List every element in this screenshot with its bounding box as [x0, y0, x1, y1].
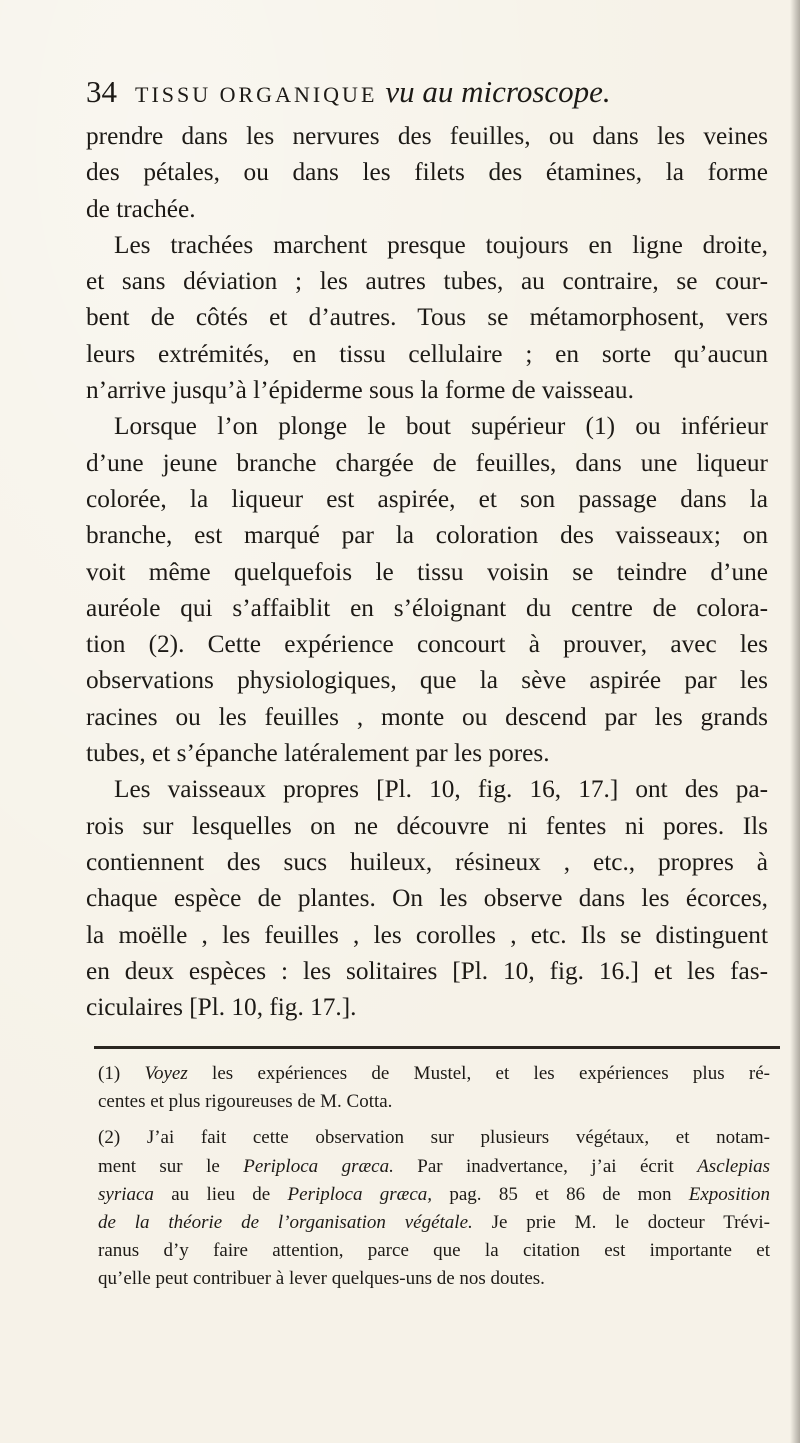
text-line: branche, est marqué par la coloration des vaisseaux; on — [86, 521, 768, 550]
footnote-2-text: Par inadvertance, j’ai écrit — [417, 1155, 674, 1177]
text-line: leurs extrémités, en tissu cellulaire ; en sorte qu’aucun — [86, 339, 768, 368]
text-line: Les trachées marchent presque toujours en ligne droite, — [114, 230, 768, 259]
footnote-2-italic: Periploca græca, — [287, 1183, 433, 1205]
footnote-2-line — [98, 1181, 770, 1209]
footnote-2-text: J’ai fait cette observation sur plusieurs végétaux, et notam- — [146, 1127, 770, 1149]
text-line: racines ou les feuilles , monte ou descend par les grands — [86, 702, 768, 731]
text-line: Lorsque l’on plonge le bout supérieur (1) ou inférieur — [114, 412, 768, 441]
page-edge-shadow — [790, 0, 800, 1443]
text-line: n’arrive jusqu’à l’épiderme sous la forme de vaisseau. — [86, 376, 634, 405]
text-line: contiennent des sucs huileux, résineux , etc., propres à — [86, 847, 768, 876]
footnotes — [98, 1060, 771, 1294]
footnote-2-italic: de la théorie de l’organisation végétale. — [98, 1212, 473, 1234]
footnote-2-line — [98, 1153, 770, 1181]
footnote-1-line: centes et plus rigoureuses de M. Cotta. — [98, 1091, 393, 1113]
footnote-1-marker: (1) — [98, 1063, 121, 1084]
footnote-2-italic: Periploca græca. — [243, 1155, 394, 1177]
text-line: et sans déviation ; les autres tubes, au contraire, se cour- — [86, 267, 768, 296]
footnote-1-line — [98, 1060, 770, 1088]
text-line: tubes, et s’épanche latéralement par les pores. — [86, 739, 550, 768]
footnote-2-text: pag. 85 et 86 de mon — [449, 1183, 672, 1205]
main-text — [86, 118, 768, 1025]
text-line: chaque espèce de plantes. On les observe dans les écorces, — [86, 884, 768, 913]
text-line: voit même quelquefois le tissu voisin se teindre d’une — [86, 557, 768, 586]
text-line: tion (2). Cette expérience concourt à prouver, avec les — [86, 630, 768, 659]
text-line: prendre dans les nervures des feuilles, ou dans les veines — [86, 122, 768, 150]
text-line: ciculaires [Pl. 10, fig. 17.]. — [86, 993, 357, 1022]
text-line: en deux espèces : les solitaires [Pl. 10, fig. 16.] et les fas- — [86, 956, 768, 985]
text-line: d’une jeune branche chargée de feuilles, dans une liqueur — [86, 448, 768, 477]
running-head-subtitle: vu au microscope. — [385, 74, 611, 109]
text-line: rois sur lesquelles on ne découvre ni fentes ni pores. Ils — [86, 811, 768, 840]
footnote-2-italic: syriaca — [98, 1183, 154, 1205]
footnote-2-text: au lieu de — [171, 1183, 271, 1205]
footnote-2-text: ment sur le — [98, 1155, 220, 1177]
text-line: Les vaisseaux propres [Pl. 10, fig. 16, 17.] ont des pa- — [114, 775, 768, 804]
text-line: auréole qui s’affaiblit en s’éloignant du centre de colora- — [86, 593, 768, 622]
text-line: bent de côtés et d’autres. Tous se métamorphosent, vers — [86, 303, 768, 332]
running-head-title: TISSU ORGANIQUE — [135, 82, 378, 107]
running-header — [86, 72, 776, 112]
footnote-2-line: ranus d’y faire attention, parce que la citation est importante et — [98, 1240, 770, 1262]
text-line: la moëlle , les feuilles , les corolles , etc. Ils se distinguent — [86, 920, 768, 949]
footnote-2-marker: (2) — [98, 1127, 121, 1149]
footnote-2-text: Je prie M. le docteur Trévi- — [491, 1212, 771, 1234]
footnote-2-line: qu’elle peut contribuer à lever quelques-uns de nos doutes. — [98, 1268, 545, 1290]
footnote-2-line — [98, 1209, 770, 1237]
text-line: colorée, la liqueur est aspirée, et son passage dans la — [86, 484, 768, 513]
text-line: des pétales, ou dans les filets des étamines, la forme — [86, 158, 768, 187]
footnote-1-text: les expériences de Mustel, et les expériences plus ré- — [212, 1063, 770, 1084]
footnote-2-italic: Asclepias — [697, 1155, 771, 1177]
footnote-2-italic: Exposition — [688, 1183, 771, 1205]
footnote-1-italic: Voyez — [144, 1063, 188, 1084]
footnote-divider — [94, 1046, 780, 1049]
footnote-2-line — [98, 1124, 770, 1152]
page-number: 34 — [86, 74, 117, 109]
text-line: de trachée. — [86, 194, 196, 223]
text-line: observations physiologiques, que la sève aspirée par les — [86, 666, 768, 695]
